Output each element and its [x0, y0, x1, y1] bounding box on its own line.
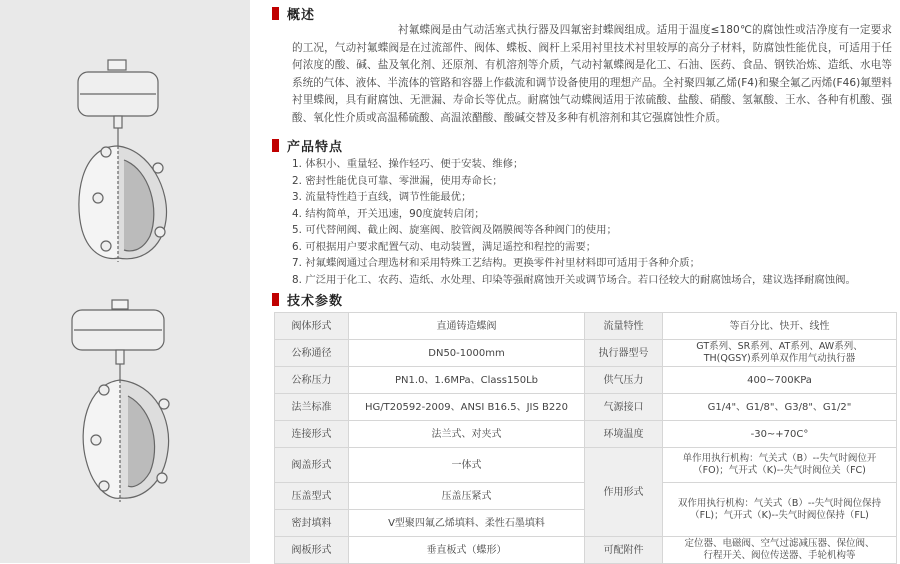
- table-row: [275, 537, 897, 564]
- spec-label: 可配附件: [585, 537, 663, 564]
- spec-value: 一体式: [349, 448, 585, 483]
- spec-value-line: 定位器、电磁阀、空气过滤减压器、保位阀、: [684, 538, 875, 549]
- feature-item: 6. 可根据用户要求配置气动、电动装置，满足遥控和程控的需要；: [292, 240, 597, 253]
- spec-value: 等百分比、快开、线性: [663, 313, 897, 340]
- overview-heading: [272, 4, 315, 22]
- spec-label: 公称通径: [275, 340, 349, 367]
- specs-heading: [272, 290, 343, 308]
- feature-item: 8. 广泛用于化工、农药、造纸、水处理、印染等强耐腐蚀开关或调节场合。若口径较大的耐腐蚀场合，建议选择耐腐蚀阀。: [292, 273, 856, 286]
- table-row: [275, 313, 897, 340]
- spec-value: 法兰式、对夹式: [349, 421, 585, 448]
- spec-label: 作用形式: [585, 448, 663, 537]
- spec-label: 环境温度: [585, 421, 663, 448]
- spec-value: [663, 340, 897, 367]
- spec-value: 400~700KPa: [663, 367, 897, 394]
- table-row: [275, 367, 897, 394]
- spec-value: V型聚四氟乙烯填料、柔性石墨填料: [349, 510, 585, 537]
- feature-item: 4. 结构简单，开关迅速，90度旋转启闭；: [292, 207, 485, 220]
- valve-2-drawing: [72, 300, 169, 502]
- spec-value-line: TH(QGSY)系列单双作用气动执行器: [703, 353, 856, 364]
- overview-title: 概述: [287, 7, 316, 23]
- spec-value: G1/4"、G1/8"、G3/8"、G1/2": [663, 394, 897, 421]
- table-row: [275, 394, 897, 421]
- feature-item: 3. 流量特性趋于直线，调节性能最优；: [292, 191, 472, 203]
- valve-illustration: [0, 0, 250, 563]
- spec-value: 压盖压紧式: [349, 483, 585, 510]
- spec-label: 阀体形式: [275, 313, 349, 340]
- table-row: [275, 421, 897, 448]
- spec-label: 阀盖形式: [275, 448, 349, 483]
- spec-label: 执行器型号: [585, 340, 663, 367]
- spec-value: [663, 448, 897, 483]
- spec-value-line: （FO)；气开式（K)--失气时阀位关（FC): [693, 465, 866, 476]
- product-image-panel: [0, 0, 250, 563]
- feature-item: 7. 衬氟蝶阀通过合理选材和采用特殊工艺结构。更换零件衬里材料即可适用于各种介质；: [292, 257, 701, 269]
- features-heading: [272, 136, 343, 154]
- spec-value-line: 单作用执行机构：气关式（B）--失气时阀位开: [682, 453, 877, 464]
- spec-value: HG/T20592-2009、ANSI B16.5、JIS B220: [349, 394, 585, 421]
- spec-value-line: 双作用执行机构：气关式（B）--失气时阀位保持: [677, 497, 882, 509]
- spec-value-line: （FL)；气开式（K)--失气时阀位保持（FL): [690, 509, 869, 521]
- spec-label: 压盖型式: [275, 483, 349, 510]
- valve-1-drawing: [78, 60, 167, 262]
- spec-table: [274, 312, 897, 564]
- features-title: 产品特点: [287, 139, 344, 155]
- spec-value: PN1.0、1.6MPa、Class150Lb: [349, 367, 585, 394]
- spec-label: 密封填料: [275, 510, 349, 537]
- specs-title: 技术参数: [287, 293, 344, 309]
- spec-label: 气源接口: [585, 394, 663, 421]
- spec-value: [663, 483, 897, 537]
- feature-item: 5. 可代替闸阀、截止阀、旋塞阀、胶管阀及隔膜阀等各种阀门的使用；: [292, 224, 617, 236]
- spec-value-line: 行程开关、阀位传送器、手轮机构等: [703, 550, 856, 561]
- section-marker-icon: [272, 293, 279, 306]
- spec-value: DN50-1000mm: [349, 340, 585, 367]
- spec-label: 供气压力: [585, 367, 663, 394]
- spec-label: 公称压力: [275, 367, 349, 394]
- spec-value: 直通铸造蝶阀: [349, 313, 585, 340]
- spec-label: 流量特性: [585, 313, 663, 340]
- table-row: [275, 448, 897, 483]
- feature-item: 1. 体积小、重量轻、操作轻巧、便于安装、维修；: [292, 158, 524, 170]
- feature-item: 2. 密封性能优良可靠、零泄漏，使用寿命长；: [292, 174, 503, 187]
- section-marker-icon: [272, 7, 279, 20]
- section-marker-icon: [272, 139, 279, 152]
- overview-paragraph: 衬氟蝶阀是由气动活塞式执行器及四氟密封蝶阀组成。适用于温度≤180℃的腐蚀性或洁净度有一定要求的工况，气动衬氟蝶阀是在过流部件、阀体、蝶板、阀杆上采用衬里技术衬里较厚的高分子材料，防腐蚀性能优良，可适用于任何浓度的酸、碱、盐及氧化剂、还原剂、有机溶剂等介质，气动衬氟蝶阀是化工、石油、医药、食品、钢铁冶炼、造纸、水电等系统的气体、液体、半流体的管路和容器上作截流和调节设备使用的理想产品。全衬聚四氟乙烯(F4)和聚全氟乙丙烯(F46)氟塑料衬里蝶阀，具有耐腐蚀、无泄漏、寿命长等优点。耐腐蚀气动蝶阀适用于浓硫酸、盐酸、硝酸、氢氟酸、王水、各种有机酸、强酸、氧化性介质或高温稀硫酸、高温浓醋酸、酸碱交替及多种有机溶剂和其它强腐蚀性介质。: [292, 24, 892, 124]
- spec-label: 连接形式: [275, 421, 349, 448]
- spec-value: -30~+70C°: [663, 421, 897, 448]
- spec-value: [663, 537, 897, 564]
- table-row: [275, 340, 897, 367]
- spec-label: 阀板形式: [275, 537, 349, 564]
- overview-text: [292, 22, 892, 128]
- features-list: [292, 156, 892, 288]
- spec-value: 垂直板式（蝶形）: [349, 537, 585, 564]
- spec-value-line: GT系列、SR系列、AT系列、AW系列、: [696, 341, 863, 352]
- spec-label: 法兰标准: [275, 394, 349, 421]
